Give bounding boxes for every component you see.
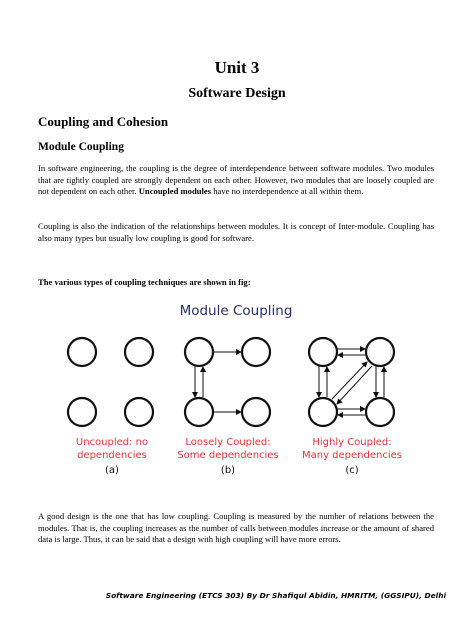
figure-title: Module Coupling xyxy=(179,303,293,319)
caption-c-line1: Highly Coupled: xyxy=(312,437,392,448)
page-footer: Software Engineering (ETCS 303) By Dr Shafiqul Abidin, HMRITM, (GGSIPU), Delhi xyxy=(105,591,446,600)
p1-text-end: have no interdependence at all within them. xyxy=(211,186,364,196)
caption-b-tag: (b) xyxy=(220,465,236,476)
dependency-arrows xyxy=(195,352,241,412)
diagram-uncoupled xyxy=(68,338,153,426)
unit-heading: Unit 3 xyxy=(214,58,260,77)
p1-bold-term: Uncoupled modules xyxy=(138,186,212,196)
caption-a-line1: Uncoupled: no xyxy=(75,437,149,448)
caption-a-line2: dependencies xyxy=(77,450,147,461)
page-title: Software Design xyxy=(188,86,286,101)
caption-c-line2: Many dependencies xyxy=(301,450,403,461)
module-circle xyxy=(185,398,213,426)
module-circle xyxy=(242,338,270,366)
dependency-arrows xyxy=(319,349,384,415)
caption-c-tag: (c) xyxy=(345,465,359,476)
module-circle xyxy=(309,338,337,366)
figure-intro: The various types of coupling techniques are shown in fig: xyxy=(38,277,251,287)
module-circle xyxy=(185,338,213,366)
module-circle xyxy=(125,398,153,426)
module-coupling-figure xyxy=(40,298,432,488)
caption-b-line1: Loosely Coupled: xyxy=(185,437,271,448)
module-circle xyxy=(125,338,153,366)
module-circle xyxy=(366,398,394,426)
caption-a-tag: (a) xyxy=(105,465,119,476)
module-circle xyxy=(242,398,270,426)
subsection-heading: Module Coupling xyxy=(38,141,124,153)
module-circle xyxy=(68,398,96,426)
module-circle xyxy=(366,338,394,366)
section-heading: Coupling and Cohesion xyxy=(38,114,169,129)
paragraph-good-design: A good design is the one that has low coupling. Coupling is measured by the number of relations between the modules. That is, the coupling increases as the number of calls between modules increase or the amount of shared data is large. Thus, it can be said that a design with high coupling will have more errors. xyxy=(38,511,434,544)
p1-text-start: In software engineering, the coupling is the degree of interdependence between software modules. Two modules that are tightly coupled are strongly dependent on each other. However, two modules that are loosely coupled are not dependent on each other. xyxy=(38,163,434,196)
caption-b-line2: Some dependencies xyxy=(177,450,279,461)
module-circle xyxy=(68,338,96,366)
diagram-loosely-coupled xyxy=(185,338,270,426)
module-circle xyxy=(309,398,337,426)
paragraph-coupling-relationships: Coupling is also the indication of the relationships between modules. It is concept of Inter-module. Coupling has also many types but usually low coupling is good for software. xyxy=(38,221,434,243)
paragraph-coupling-definition xyxy=(38,163,434,198)
diagram-highly-coupled xyxy=(309,338,394,426)
